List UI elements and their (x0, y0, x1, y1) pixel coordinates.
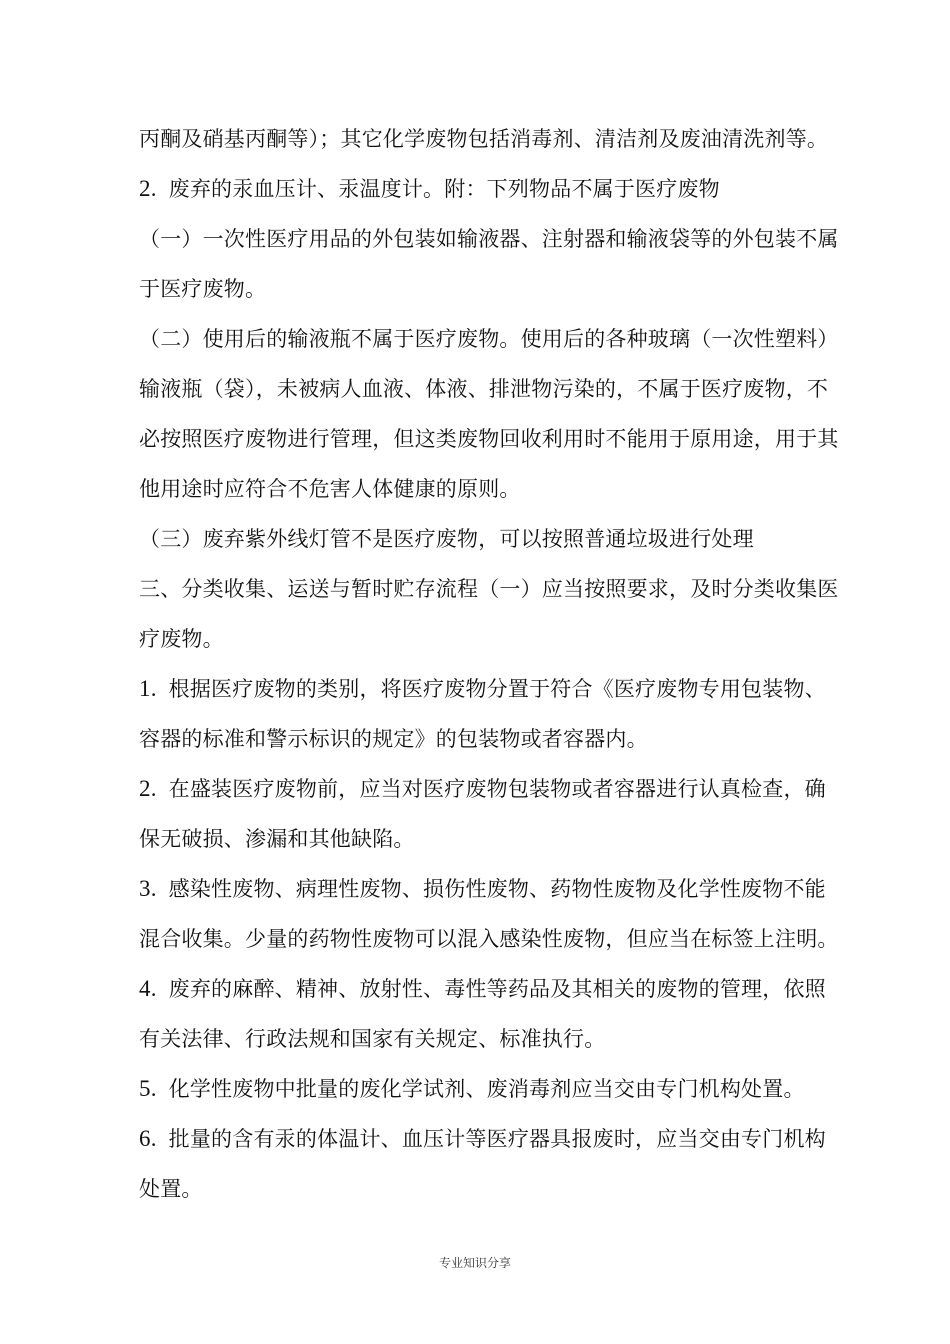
line-text: 有关法律、行政法规和国家有关规定、标准执行。 (139, 1027, 606, 1051)
line-number: 6. (139, 1126, 157, 1151)
text-line (139, 114, 879, 164)
text-line (139, 314, 879, 364)
text-line (139, 814, 879, 864)
text-line (139, 514, 879, 564)
line-text: 容器的标准和警示标识的规定》的包装物或者容器内。 (139, 727, 648, 751)
text-line (139, 264, 879, 314)
line-text: （三）废弃紫外线灯管不是医疗废物，可以按照普通垃圾进行处理 (139, 527, 754, 551)
line-text: 废弃的麻醉、精神、放射性、毒性等药品及其相关的废物的管理，依照 (168, 977, 826, 1001)
line-number: 1. (139, 676, 157, 701)
line-text: 在盛装医疗废物前，应当对医疗废物包装物或者容器进行认真检查，确 (168, 777, 826, 801)
line-number: 2. (139, 176, 157, 201)
line-text: 必按照医疗废物进行管理，但这类废物回收利用时不能用于原用途，用于其 (139, 427, 839, 451)
line-number: 3. (139, 876, 157, 901)
text-line (139, 664, 879, 714)
line-text: 他用途时应符合不危害人体健康的原则。 (139, 477, 521, 501)
line-text: 保无破损、渗漏和其他缺陷。 (139, 827, 415, 851)
line-number: 2. (139, 776, 157, 801)
text-line (139, 164, 879, 214)
text-line (139, 714, 879, 764)
text-line (139, 464, 879, 514)
line-text: 化学性废物中批量的废化学试剂、废消毒剂应当交由专门机构处置。 (168, 1077, 805, 1101)
line-text: 批量的含有汞的体温计、血压计等医疗器具报废时，应当交由专门机构 (168, 1127, 826, 1151)
line-text: 输液瓶（袋），未被病人血液、体液、排泄物污染的，不属于医疗废物，不 (139, 377, 829, 401)
line-number: 4. (139, 976, 157, 1001)
line-text: 废弃的汞血压计、汞温度计。附：下列物品不属于医疗废物 (168, 177, 720, 201)
line-text: 感染性废物、病理性废物、损伤性废物、药物性废物及化学性废物不能 (168, 877, 826, 901)
text-line (139, 364, 879, 414)
line-text: 根据医疗废物的类别，将医疗废物分置于符合《医疗废物专用包装物、 (168, 677, 826, 701)
text-line (139, 914, 879, 964)
text-line (139, 1114, 879, 1164)
document-body (139, 114, 879, 1214)
text-line (139, 964, 879, 1014)
line-text: 丙酮及硝基丙酮等）；其它化学废物包括消毒剂、清洁剂及废油清洗剂等。 (139, 127, 829, 151)
text-line (139, 1014, 879, 1064)
text-line (139, 564, 879, 614)
line-text: （二）使用后的输液瓶不属于医疗废物。使用后的各种玻璃（一次性塑料） (139, 327, 839, 351)
line-text: 三、分类收集、运送与暂时贮存流程（一）应当按照要求，及时分类收集医 (139, 577, 839, 601)
text-line (139, 214, 879, 264)
text-line (139, 864, 879, 914)
line-text: 疗废物。 (139, 627, 224, 651)
text-line (139, 414, 879, 464)
text-line (139, 764, 879, 814)
text-line (139, 1164, 879, 1214)
text-line (139, 1064, 879, 1114)
line-text: 于医疗废物。 (139, 277, 267, 301)
page-footer: 专业知识分享 (438, 1256, 511, 1270)
line-text: 处置。 (139, 1177, 203, 1201)
text-line (139, 614, 879, 664)
line-text: （一）一次性医疗用品的外包装如输液器、注射器和输液袋等的外包装不属 (139, 227, 839, 251)
line-text: 混合收集。少量的药物性废物可以混入感染性废物，但应当在标签上注明。 (139, 927, 839, 951)
line-number: 5. (139, 1076, 157, 1101)
